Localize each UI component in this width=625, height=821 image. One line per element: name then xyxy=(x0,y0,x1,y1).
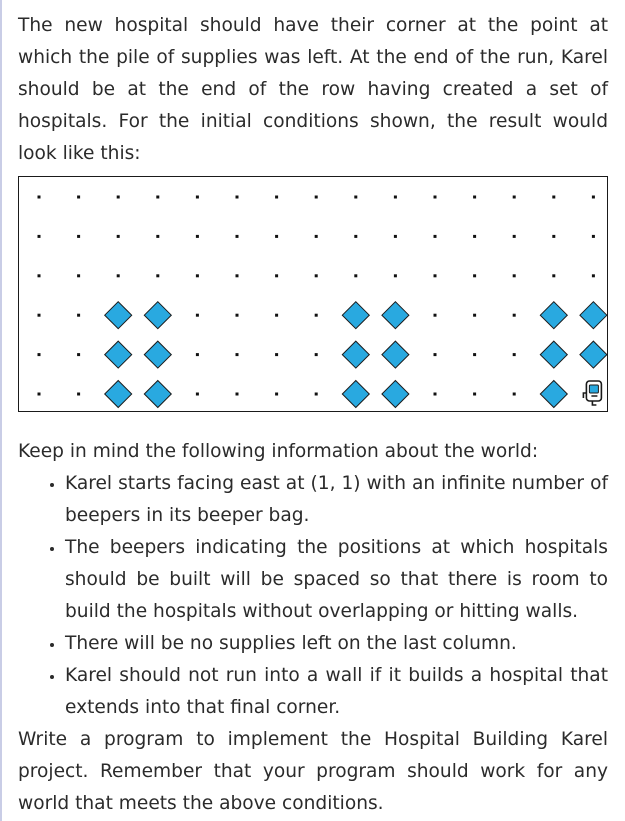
grid-corner-dot xyxy=(394,274,397,277)
beeper xyxy=(580,341,607,368)
grid-corner-dot xyxy=(552,274,555,277)
intro-paragraph: The new hospital should have their corner at the point at which the pile of supplies was left. At the end of the run, Karel should be at the end of the row having created a set of hospitals. For the initial conditions shown, the result would look like this: xyxy=(18,15,608,164)
grid-corner-dot xyxy=(473,274,476,277)
info-item: • Karel starts facing east at (1, 1) with an infinite number of beepers in its beeper bag. xyxy=(65,468,608,532)
beeper xyxy=(540,341,567,368)
beeper xyxy=(342,302,369,329)
grid-corner-dot xyxy=(513,274,516,277)
beeper xyxy=(144,381,171,408)
notes-section xyxy=(18,436,608,820)
grid-corner-dot xyxy=(473,235,476,238)
grid-corner-dot xyxy=(156,196,159,199)
grid-corner-dot xyxy=(196,353,199,356)
beeper xyxy=(105,341,132,368)
karel-world xyxy=(18,176,608,412)
grid-corner-dot xyxy=(513,393,516,396)
grid-corner-dot xyxy=(315,353,318,356)
beeper xyxy=(105,302,132,329)
grid-corner-dot xyxy=(196,235,199,238)
info-intro: Keep in mind the following information about the world: xyxy=(18,441,539,462)
beeper xyxy=(144,341,171,368)
grid-corner-dot xyxy=(434,235,437,238)
grid-corner-dot xyxy=(275,314,278,317)
grid-corner-dot xyxy=(236,314,239,317)
grid-corner-dot xyxy=(77,353,80,356)
beeper xyxy=(105,381,132,408)
beeper xyxy=(382,381,409,408)
beeper xyxy=(382,341,409,368)
beeper xyxy=(540,381,567,408)
grid-corner-dot xyxy=(473,196,476,199)
grid-corner-dot xyxy=(513,353,516,356)
grid-corner-dot xyxy=(236,393,239,396)
grid-corner-dot xyxy=(275,393,278,396)
beeper xyxy=(540,302,567,329)
info-item: • Karel should not run into a wall if it builds a hospital that extends into that final corner. xyxy=(65,660,608,724)
info-item: • There will be no supplies left on the last column. xyxy=(65,628,608,660)
grid-corner-dot xyxy=(592,235,595,238)
karel-world-grid xyxy=(19,177,607,411)
grid-corner-dot xyxy=(38,393,41,396)
grid-corner-dot xyxy=(394,196,397,199)
info-item: • The beepers indicating the positions at which hospitals should be built will be spaced so that there is room to build the hospitals without overlapping or hitting walls. xyxy=(65,532,608,628)
grid-corner-dot xyxy=(156,274,159,277)
grid-corner-dot xyxy=(513,196,516,199)
grid-corner-dot xyxy=(473,314,476,317)
grid-corner-dot xyxy=(77,196,80,199)
grid-corner-dot xyxy=(354,196,357,199)
grid-corner-dot xyxy=(434,196,437,199)
grid-corner-dot xyxy=(236,235,239,238)
grid-corner-dot xyxy=(38,235,41,238)
grid-corner-dot xyxy=(77,393,80,396)
grid-corner-dot xyxy=(196,274,199,277)
grid-corner-dot xyxy=(592,196,595,199)
grid-corner-dot xyxy=(77,314,80,317)
left-border xyxy=(0,0,2,821)
grid-corner-dot xyxy=(38,314,41,317)
grid-corner-dot xyxy=(434,314,437,317)
grid-corner-dot xyxy=(236,274,239,277)
grid-corner-dot xyxy=(592,274,595,277)
grid-corner-dot xyxy=(315,235,318,238)
grid-corner-dot xyxy=(236,353,239,356)
closing-paragraph: Write a program to implement the Hospital Building Karel project. Remember that your program should work for any world that meets the above conditions. xyxy=(18,729,608,814)
grid-corner-dot xyxy=(275,353,278,356)
grid-corner-dot xyxy=(117,235,120,238)
grid-corner-dot xyxy=(354,274,357,277)
beeper xyxy=(382,302,409,329)
karel-robot-icon xyxy=(583,381,601,405)
grid-corner-dot xyxy=(275,235,278,238)
grid-corner-dot xyxy=(394,235,397,238)
grid-corner-dot xyxy=(38,196,41,199)
grid-corner-dot xyxy=(196,314,199,317)
assignment-content xyxy=(18,10,608,820)
grid-corner-dot xyxy=(434,393,437,396)
grid-corner-dot xyxy=(38,274,41,277)
grid-corner-dot xyxy=(513,235,516,238)
beeper xyxy=(342,341,369,368)
grid-corner-dot xyxy=(275,274,278,277)
grid-corner-dot xyxy=(552,196,555,199)
grid-corner-dot xyxy=(275,196,278,199)
grid-corner-dot xyxy=(77,274,80,277)
beeper xyxy=(342,381,369,408)
grid-corner-dot xyxy=(315,274,318,277)
grid-corner-dot xyxy=(156,235,159,238)
grid-corner-dot xyxy=(552,235,555,238)
grid-corner-dot xyxy=(315,314,318,317)
grid-corner-dot xyxy=(196,196,199,199)
grid-corner-dot xyxy=(315,393,318,396)
grid-corner-dot xyxy=(473,393,476,396)
grid-corner-dot xyxy=(117,196,120,199)
grid-corner-dot xyxy=(434,353,437,356)
grid-corner-dot xyxy=(77,235,80,238)
grid-corner-dot xyxy=(354,235,357,238)
grid-corner-dot xyxy=(513,314,516,317)
grid-corner-dot xyxy=(473,353,476,356)
grid-corner-dot xyxy=(117,274,120,277)
grid-corner-dot xyxy=(196,393,199,396)
grid-corner-dot xyxy=(236,196,239,199)
grid-corner-dot xyxy=(434,274,437,277)
grid-corner-dot xyxy=(38,353,41,356)
grid-corner-dot xyxy=(315,196,318,199)
info-list xyxy=(18,468,608,724)
beeper xyxy=(144,302,171,329)
beeper xyxy=(580,302,607,329)
